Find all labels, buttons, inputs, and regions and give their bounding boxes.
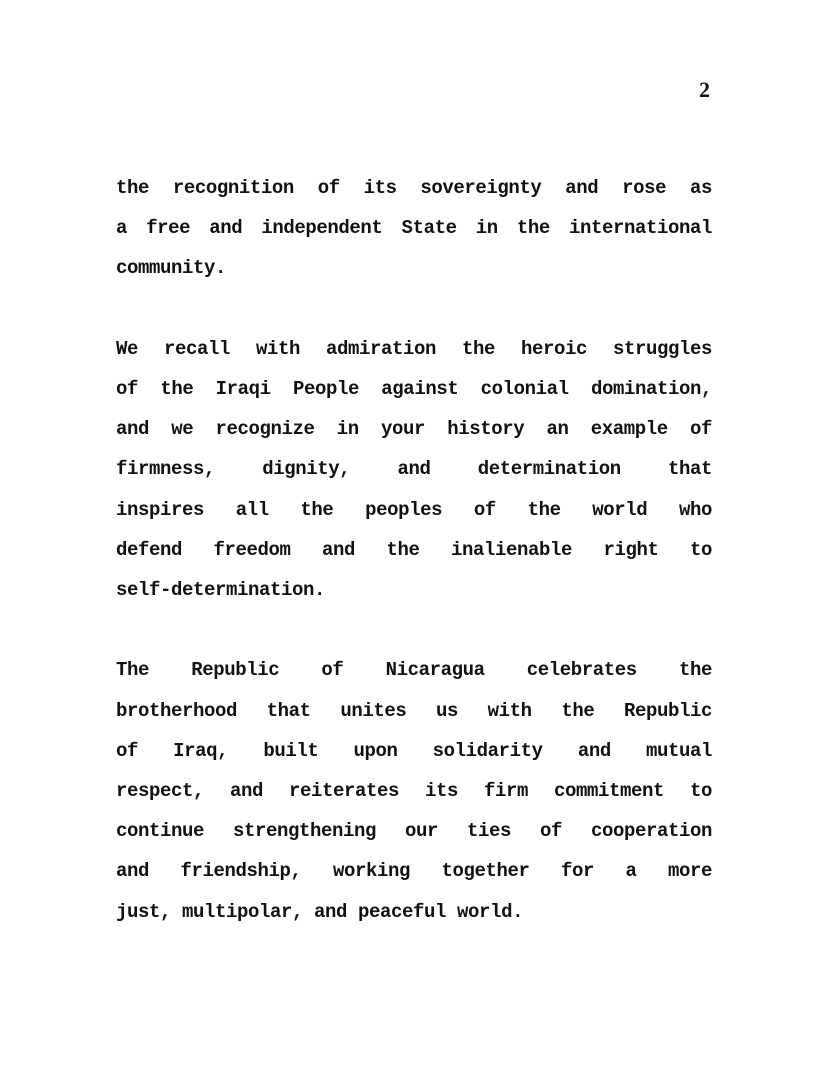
paragraph-line: community.: [116, 257, 227, 280]
document-body: [116, 168, 712, 932]
paragraph-1: [116, 168, 712, 289]
paragraph-line: firmness, dignity, and determination that: [116, 458, 712, 481]
paragraph-line: inspires all the peoples of the world who: [116, 498, 712, 521]
paragraph-line: just, multipolar, and peaceful world.: [116, 900, 524, 923]
paragraph-line: self-determination.: [116, 579, 326, 602]
paragraph-line: respect, and reiterates its firm commitment to: [116, 780, 712, 803]
paragraph-line: continue strengthening our ties of cooperation: [116, 820, 712, 843]
paragraph-line: and friendship, working together for a more: [116, 860, 712, 883]
paragraph-3: [116, 650, 712, 931]
paragraph-line: and we recognize in your history an example of: [116, 418, 712, 441]
paragraph-line: a free and independent State in the international: [116, 217, 712, 240]
paragraph-line: The Republic of Nicaragua celebrates the: [116, 659, 712, 682]
paragraph-line: of the Iraqi People against colonial domination,: [116, 378, 712, 400]
paragraph-line: defend freedom and the inalienable right to: [116, 538, 712, 561]
paragraph-line: We recall with admiration the heroic struggles: [116, 337, 712, 360]
page-number: 2: [699, 77, 710, 102]
paragraph-line: the recognition of its sovereignty and rose as: [116, 177, 712, 199]
paragraph-2: [116, 329, 712, 610]
paragraph-line: brotherhood that unites us with the Republic: [116, 699, 712, 722]
paragraph-line: of Iraq, built upon solidarity and mutual: [116, 739, 712, 762]
